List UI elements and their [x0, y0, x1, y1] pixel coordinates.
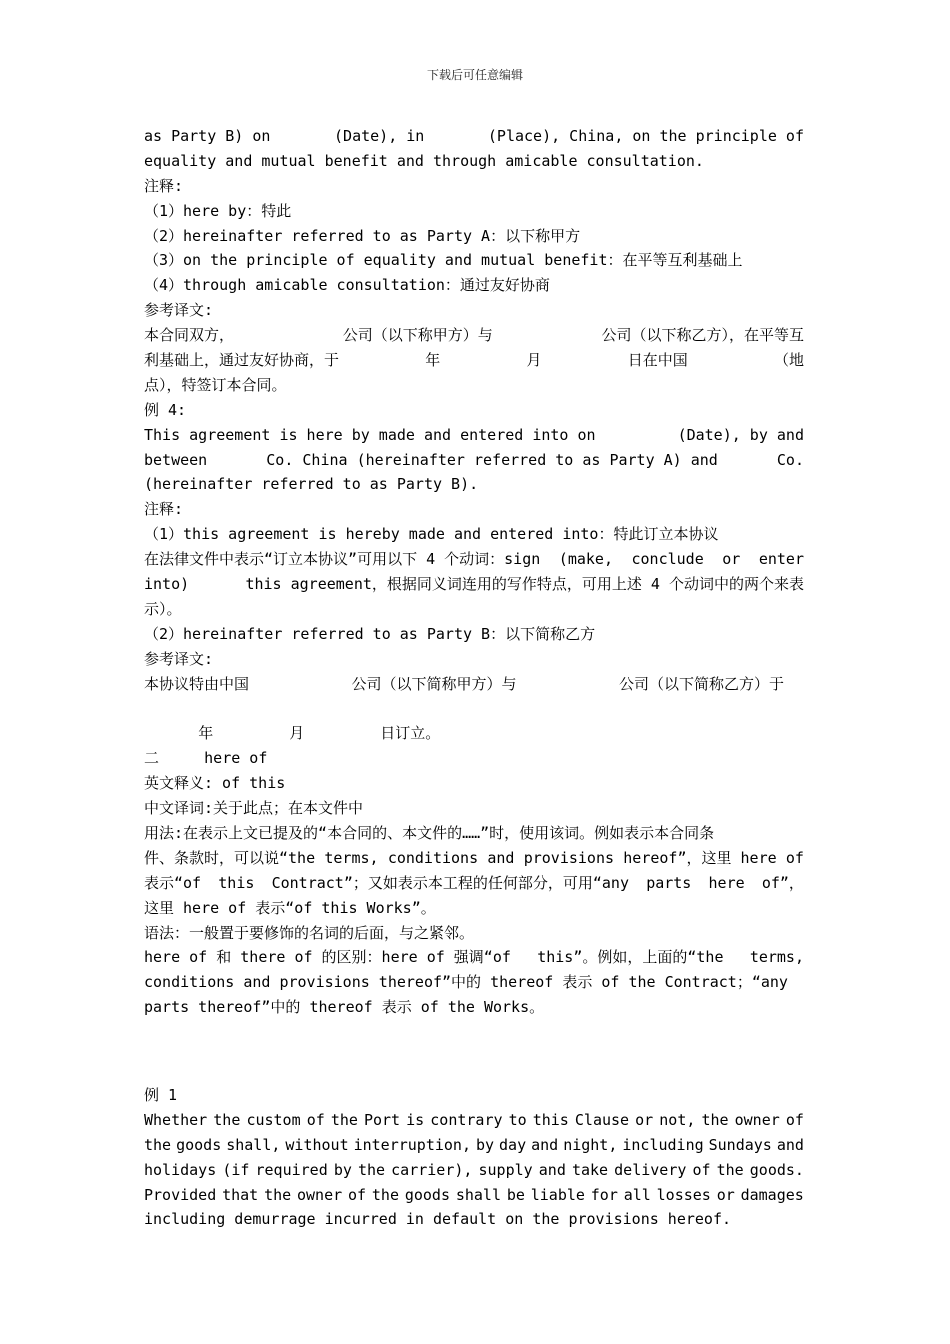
text-segment: Sundays — [708, 1135, 772, 1154]
text-segment: 公司（以下称甲方）与 — [342, 326, 493, 345]
text-segment: interruption, — [353, 1135, 471, 1154]
text-segment: Co. — [776, 450, 804, 469]
text-segment: enter — [758, 550, 804, 569]
text-segment: this — [218, 873, 255, 892]
text-segment: into) — [144, 575, 190, 594]
text-segment: 本合同双方， — [144, 326, 235, 345]
text-segment: (Date), by and — [677, 425, 804, 444]
text-segment: of — [785, 1110, 804, 1129]
text-segment: by — [333, 1160, 352, 1179]
text-segment: （地 — [773, 351, 804, 370]
text-segment: “any — [751, 973, 788, 992]
text-segment: 月 — [526, 351, 542, 370]
text-segment: carrier), — [391, 1160, 473, 1179]
text-segment: provisions — [523, 848, 615, 867]
text-segment: day — [499, 1135, 527, 1154]
text-line — [144, 323, 804, 348]
text-segment: the — [716, 1160, 744, 1179]
text-segment: here of 和 there of 的区别：here of 强调“of — [144, 948, 511, 967]
text-segment: required — [255, 1160, 328, 1179]
document-body — [144, 124, 804, 1232]
text-segment: 在法律文件中表示“订立本协议”可用以下 4 个动词：sign — [144, 550, 541, 569]
text-segment: take — [571, 1160, 609, 1179]
text-segment: liable — [530, 1185, 585, 1204]
text-segment: of — [785, 848, 804, 867]
text-segment: 公司（以下称乙方），在平等互 — [601, 326, 804, 345]
grammar-note: 语法：一般置于要修饰的名词的后面，与之紧邻。 — [144, 923, 475, 942]
text-segment: goods — [404, 1185, 450, 1204]
text-segment: or — [635, 1110, 654, 1129]
text-segment: between — [144, 450, 208, 469]
date-part: 月 — [289, 724, 305, 743]
text-line — [144, 871, 804, 896]
text-line — [144, 547, 804, 572]
text-line — [144, 1133, 804, 1158]
text-segment: of”， — [761, 873, 804, 892]
text-segment: this”。例如，上面的“the — [537, 948, 724, 967]
text-line — [144, 124, 804, 149]
section-heading: 二 here of — [144, 749, 268, 768]
text-line — [144, 423, 804, 448]
text-segment: 公司（以下简称甲方）与 — [351, 674, 517, 693]
text-segment: 日在中国 — [627, 351, 688, 370]
text-line — [144, 348, 804, 373]
text-segment: Clause — [574, 1110, 630, 1129]
text-segment: and — [531, 1135, 559, 1154]
text-segment: this agreement，根据同义词连用的写作特点，可用上述 4 个动词中的两个来表 — [245, 575, 804, 594]
text-segment: contrary — [430, 1110, 503, 1129]
text-line — [144, 672, 784, 697]
text-segment: and — [776, 1135, 804, 1154]
text-segment: is — [406, 1110, 425, 1129]
text-segment: or — [722, 550, 741, 569]
date-part: 年 — [198, 724, 214, 743]
text-segment: for — [590, 1185, 618, 1204]
text-segment: Co. China (hereinafter referred to as Party A) and — [266, 450, 718, 469]
text-segment: night, — [563, 1135, 618, 1154]
text-line — [144, 821, 804, 846]
text-segment: terms, — [324, 848, 379, 867]
text-segment: and — [538, 1160, 566, 1179]
notes-label: 注释: — [144, 176, 184, 195]
text-segment: Contract”；又如表示本工程的任何部分，可用“any — [271, 873, 629, 892]
text-segment: holidays — [144, 1160, 217, 1179]
text-line — [144, 1108, 804, 1133]
text-segment: conclude — [631, 550, 704, 569]
text-segment: (if — [222, 1160, 250, 1179]
text-line — [144, 945, 804, 970]
text-segment: custom — [246, 1110, 301, 1129]
text-segment: delivery — [614, 1160, 687, 1179]
text-line: equality and mutual benefit and through amicable consultation. — [144, 151, 704, 170]
text-segment: damages — [740, 1185, 804, 1204]
text-segment: losses — [656, 1185, 711, 1204]
text-line — [144, 846, 804, 871]
text-segment: and — [487, 848, 515, 867]
text-segment: (Place), China, on the principle of — [487, 127, 804, 145]
note-item: （3）on the principle of equality and mutual benefit：在平等互利基础上 — [144, 251, 743, 270]
text-line — [144, 696, 804, 743]
text-segment: of — [692, 1160, 711, 1179]
text-line: 点），特签订本合同。 — [144, 375, 287, 394]
text-line — [144, 1158, 804, 1183]
text-line: (hereinafter referred to as Party B). — [144, 475, 479, 494]
note-item: （4）through amicable consultation：通过友好协商 — [144, 276, 550, 295]
text-segment: parts — [646, 873, 692, 892]
note-item: （2）hereinafter referred to as Party B：以下简称乙方 — [144, 624, 596, 643]
text-segment: be — [506, 1185, 525, 1204]
notes-label: 注释: — [144, 500, 184, 519]
text-line: 示）。 — [144, 599, 182, 618]
text-line — [144, 1183, 804, 1208]
reference-label: 参考译文: — [144, 649, 214, 668]
example-label: 例 1 — [144, 1085, 178, 1104]
text-segment: the — [213, 1110, 241, 1129]
text-segment: the — [144, 1135, 172, 1154]
text-segment: (make, — [558, 550, 613, 569]
text-segment: 本协议特由中国 — [144, 674, 250, 693]
chinese-meaning: 中文译词:关于此点；在本文件中 — [144, 799, 364, 818]
english-meaning: 英文释义: of this — [144, 774, 286, 793]
text-segment: to — [508, 1110, 527, 1129]
text-line: 这里 here of 表示“of this Works”。 — [144, 898, 436, 917]
text-segment: of — [348, 1185, 367, 1204]
text-segment: shall — [455, 1185, 501, 1204]
text-segment: of — [306, 1110, 325, 1129]
text-segment: goods — [176, 1135, 222, 1154]
text-segment: This agreement is here by made and entered into on — [144, 425, 596, 444]
text-segment: owner — [734, 1110, 780, 1129]
text-segment: supply — [478, 1160, 533, 1179]
text-segment: 公司（以下简称乙方）于 — [618, 674, 784, 693]
note-item: （1）here by：特此 — [144, 201, 292, 220]
text-segment: the — [701, 1110, 729, 1129]
text-segment: the — [264, 1185, 292, 1204]
text-segment: as Party B) on — [144, 127, 271, 145]
text-segment: owner — [297, 1185, 343, 1204]
text-segment: all — [623, 1185, 651, 1204]
text-segment: the — [357, 1160, 386, 1179]
text-line — [144, 572, 804, 597]
text-line: including demurrage incurred in default on the provisions hereof. — [144, 1210, 731, 1229]
text-segment: 年 — [425, 351, 441, 370]
text-segment: Provided — [144, 1185, 217, 1204]
example-label: 例 4: — [144, 400, 187, 419]
date-part: 日订立。 — [380, 724, 441, 743]
text-segment: (Date), in — [334, 127, 425, 145]
text-segment: terms, — [749, 948, 804, 967]
text-segment: the — [371, 1185, 399, 1204]
text-line — [144, 448, 804, 473]
text-line — [144, 970, 788, 995]
text-segment: including — [622, 1135, 704, 1154]
text-segment: that — [222, 1185, 259, 1204]
text-segment: 利基础上，通过友好协商，于 — [144, 351, 340, 370]
text-segment: by — [475, 1135, 495, 1154]
text-segment: conditions — [387, 848, 479, 867]
text-segment: Whether — [144, 1110, 208, 1129]
text-segment: here — [708, 873, 745, 892]
text-segment: without — [285, 1135, 349, 1154]
reference-label: 参考译文: — [144, 301, 214, 320]
text-segment: conditions and provisions thereof”中的 thereof 表示 of the Contract； — [144, 973, 752, 992]
note-item: （1）this agreement is hereby made and entered into：特此订立本协议 — [144, 525, 719, 544]
text-segment: shall, — [226, 1135, 281, 1154]
text-segment: 用法:在表示上文已提及的“本合同的、本文件的……”时，使用该词。例如表示本合同条 — [144, 823, 715, 842]
text-segment: hereof”，这里 here — [623, 848, 777, 867]
text-segment: not, — [659, 1110, 696, 1129]
text-segment: 件、条款时，可以说“the — [144, 848, 316, 867]
text-segment: Port — [363, 1110, 401, 1129]
text-segment: this — [532, 1110, 569, 1129]
text-segment: goods. — [749, 1160, 804, 1179]
page-header: 下载后可任意编辑 — [426, 68, 523, 82]
text-segment: 表示“of — [144, 873, 202, 892]
text-line: parts thereof”中的 thereof 表示 of the Works。 — [144, 998, 545, 1017]
text-segment: or — [716, 1185, 735, 1204]
note-item: （2）hereinafter referred to as Party A：以下称甲方 — [144, 226, 581, 245]
text-segment: the — [330, 1110, 358, 1129]
